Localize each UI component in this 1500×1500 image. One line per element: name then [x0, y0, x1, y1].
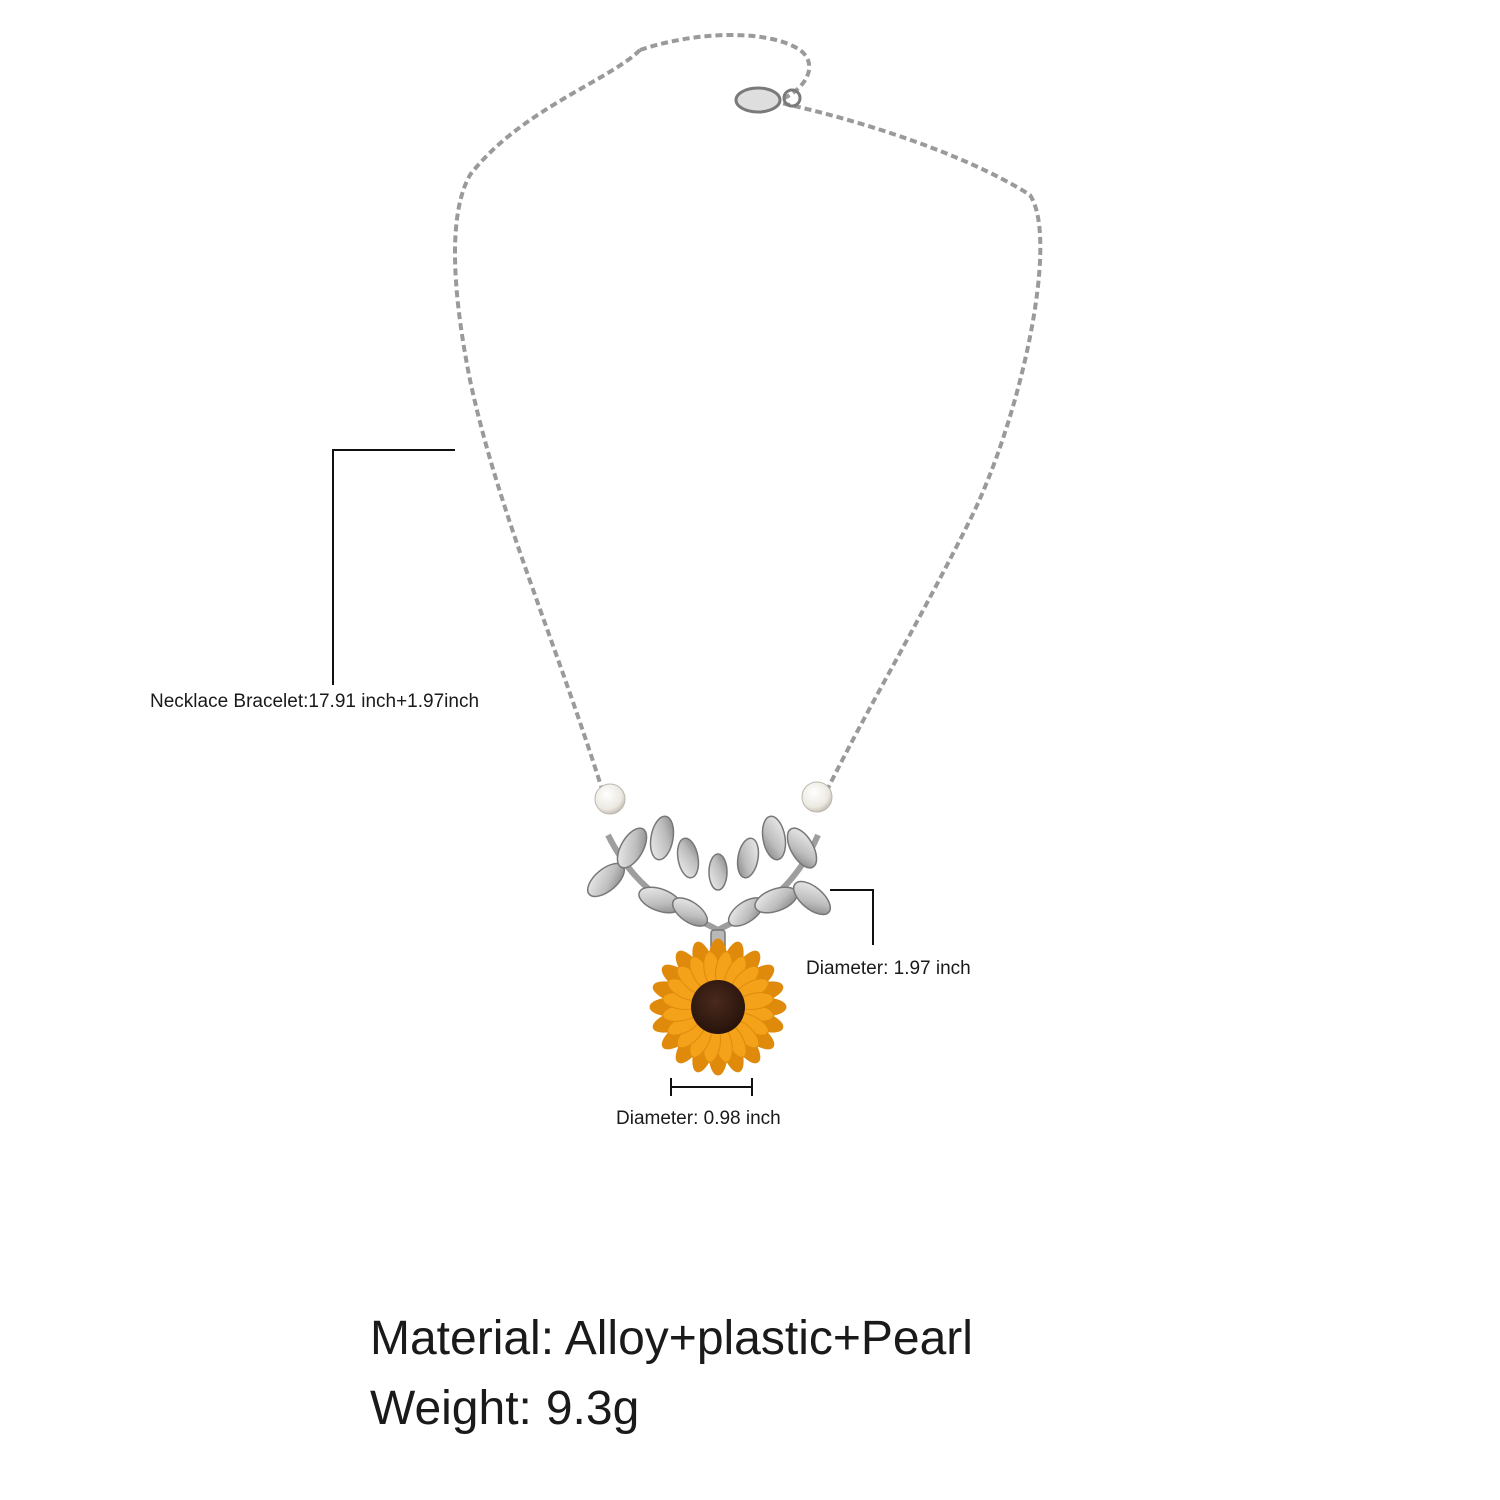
necklace-length-label: Necklace Bracelet:17.91 inch+1.97inch: [150, 691, 480, 712]
annotation-lines: [333, 450, 873, 1096]
chain-left: [455, 50, 640, 815]
clasp: [736, 88, 800, 112]
flower-diameter-label: Diameter: 0.98 inch: [616, 1108, 781, 1129]
chain: [455, 35, 1040, 815]
weight-spec: [370, 1380, 639, 1438]
chain-right: [740, 95, 1040, 815]
weight-value: 9.3g: [545, 1382, 640, 1435]
leaf-branch: [582, 814, 836, 931]
extender-chain: [640, 35, 809, 100]
pearl-right: [802, 782, 832, 812]
weight-label: Weight:: [370, 1382, 532, 1435]
necklace-length-marker: [333, 450, 455, 685]
material-spec: Material: Alloy+plastic+Pearl: [370, 1312, 973, 1365]
pendant-diameter-marker: [830, 890, 873, 945]
pearl-left: [595, 784, 625, 814]
pendant-diameter-label: Diameter: 1.97 inch: [806, 958, 971, 979]
sunflower-center: [691, 980, 745, 1034]
sunflower-pendant: [650, 939, 786, 1075]
